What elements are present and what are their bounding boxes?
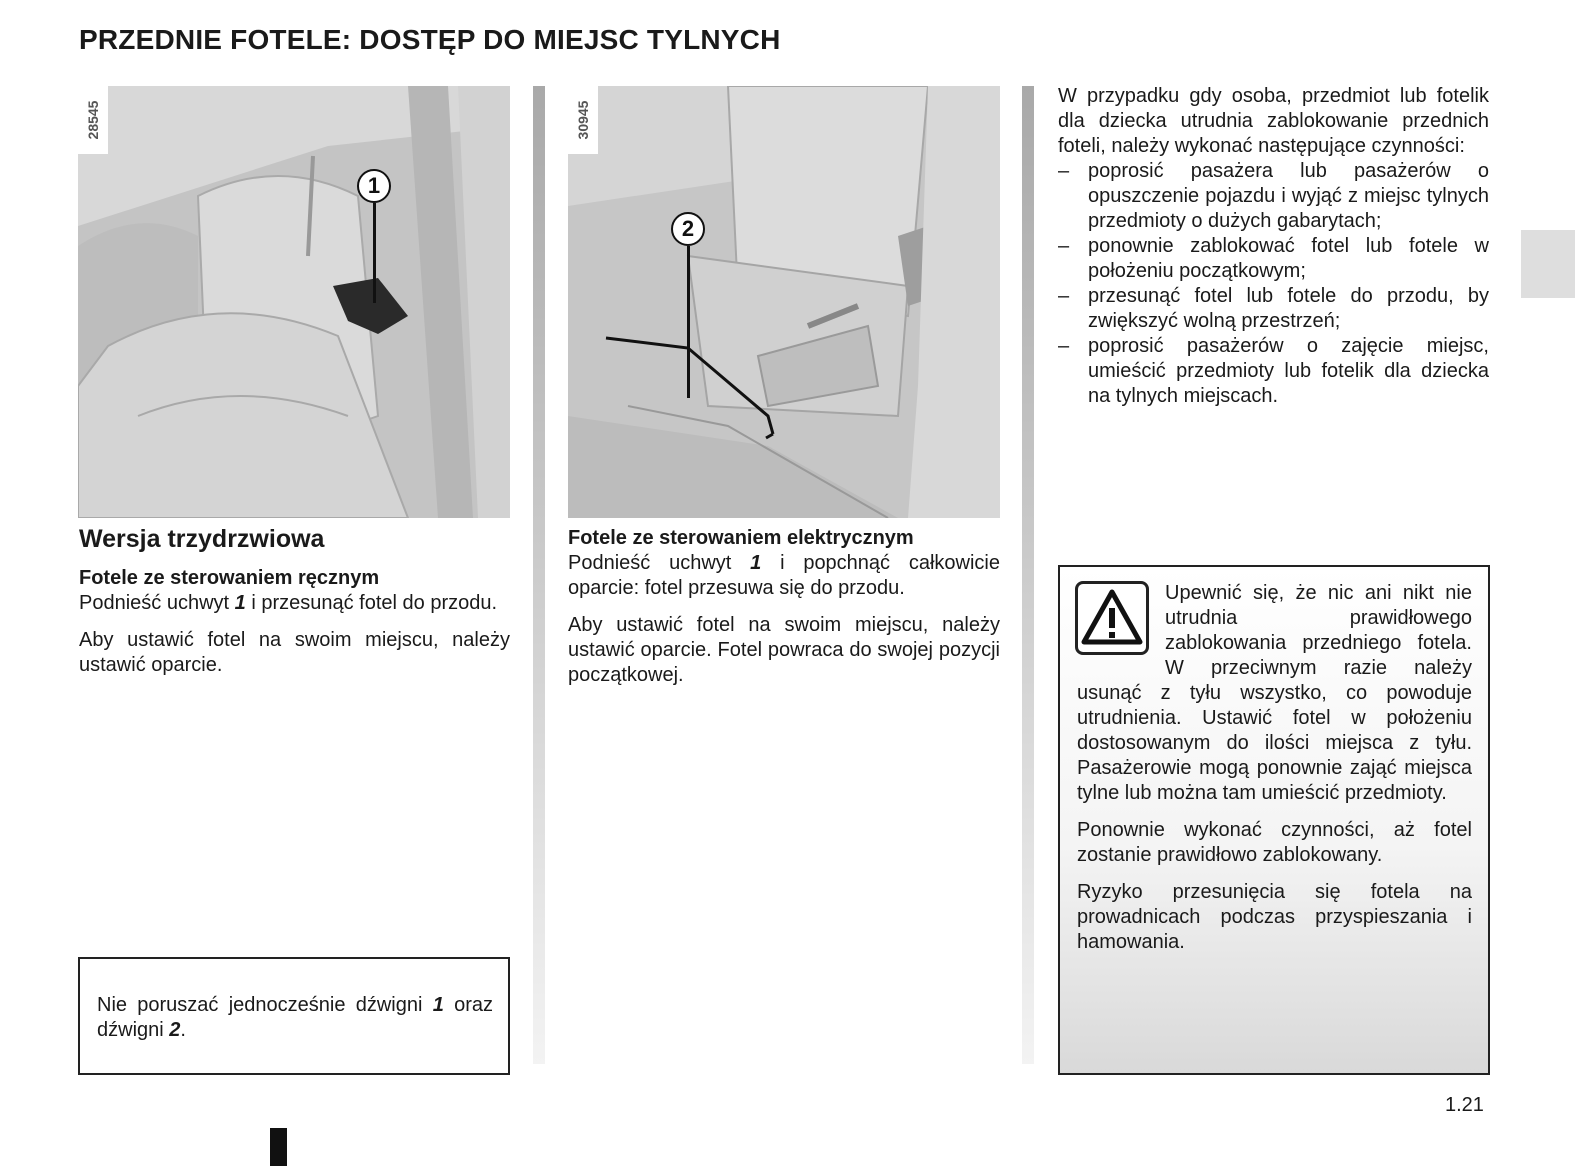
column-divider [533, 86, 545, 1064]
paragraph: Ryzyko przesunięcia się fotela na prowadnicach podczas przyspieszania i hamowania. [1077, 881, 1472, 953]
callout-2: 2 [671, 212, 705, 246]
column-divider [1022, 86, 1034, 1064]
list-item: – ponownie zablokować fotel lub fotele w położeniu początkowym; [1058, 234, 1489, 284]
seat-photo-handle [78, 86, 510, 518]
paragraph: Aby ustawić fotel na swoim miejscu, należy ustawić oparcie. [79, 629, 510, 676]
note-text: Nie poruszać jednocześnie dźwigni 1 oraz dźwigni 2. [97, 994, 493, 1041]
note-box [78, 957, 510, 1075]
intro-paragraph: W przypadku gdy osoba, przedmiot lub fotelik dla dziecka utrudnia zablokowanie przednich foteli, należy wykonać następujące czynności: [1058, 85, 1489, 157]
paragraph: Upewnić się, że nic ani nikt nie utrudnia prawidłowego zablokowania przedniego fotela. W przeciwnym razie należy usunąć z tyłu wszystko, co powoduje utrudnienia. Ustawić fotel w położeniu dostosowanym do ilości miejsca z tyłu. Pasażerowie mogą ponownie zająć miejsca tylne lub można tam umieścić przedmioty. [1077, 582, 1472, 804]
list-item: – poprosić pasażerów o zajęcie miejsc, umieścić przedmioty lub fotelik dla dziecka na tylnych miejscach. [1058, 334, 1489, 409]
steps-list [1058, 159, 1489, 409]
subheading: Fotele ze sterowaniem ręcznym [79, 567, 380, 589]
right-column-text [1058, 84, 1489, 409]
chapter-tab-marker [1521, 230, 1575, 298]
edge-marker [270, 1128, 287, 1166]
subheading: Fotele ze sterowaniem elektrycznym [568, 527, 914, 549]
seat-illustration [568, 86, 1000, 518]
left-column-text [79, 566, 510, 690]
photo-code-label: 30945 [568, 86, 598, 154]
page-title: PRZEDNIE FOTELE: DOSTĘP DO MIEJSC TYLNYCH [79, 24, 781, 55]
page-number: 1.21 [1445, 1094, 1484, 1116]
callout-leader-line [373, 203, 376, 303]
callout-leader-line [687, 246, 690, 398]
seat-photo-lever [568, 86, 1000, 518]
photo-code-label: 28545 [78, 86, 108, 154]
warning-box [1058, 565, 1490, 1075]
section-heading: Wersja trzydrzwiowa [79, 525, 325, 553]
list-item: – przesunąć fotel lub fotele do przodu, by zwiększyć wolną przestrzeń; [1058, 284, 1489, 334]
paragraph: Podnieść uchwyt 1 i popchnąć całkowicie oparcie: fotel przesuwa się do przodu. [568, 552, 1001, 599]
callout-1: 1 [357, 169, 391, 203]
paragraph: Podnieść uchwyt 1 i przesunąć fotel do przodu. [79, 592, 498, 614]
list-item: – poprosić pasażera lub pasażerów o opuszczenie pojazdu i wyjąć z miejsc tylnych przedmioty o dużych gabarytach; [1058, 159, 1489, 234]
paragraph: Aby ustawić fotel na swoim miejscu, należy ustawić oparcie. Fotel powraca do swojej pozycji początkowej. [568, 614, 1000, 686]
middle-column-text [568, 526, 1000, 700]
warning-text [1077, 581, 1472, 967]
paragraph: Ponownie wykonać czynności, aż fotel zostanie prawidłowo zablokowany. [1077, 819, 1472, 866]
seat-illustration [78, 86, 510, 518]
